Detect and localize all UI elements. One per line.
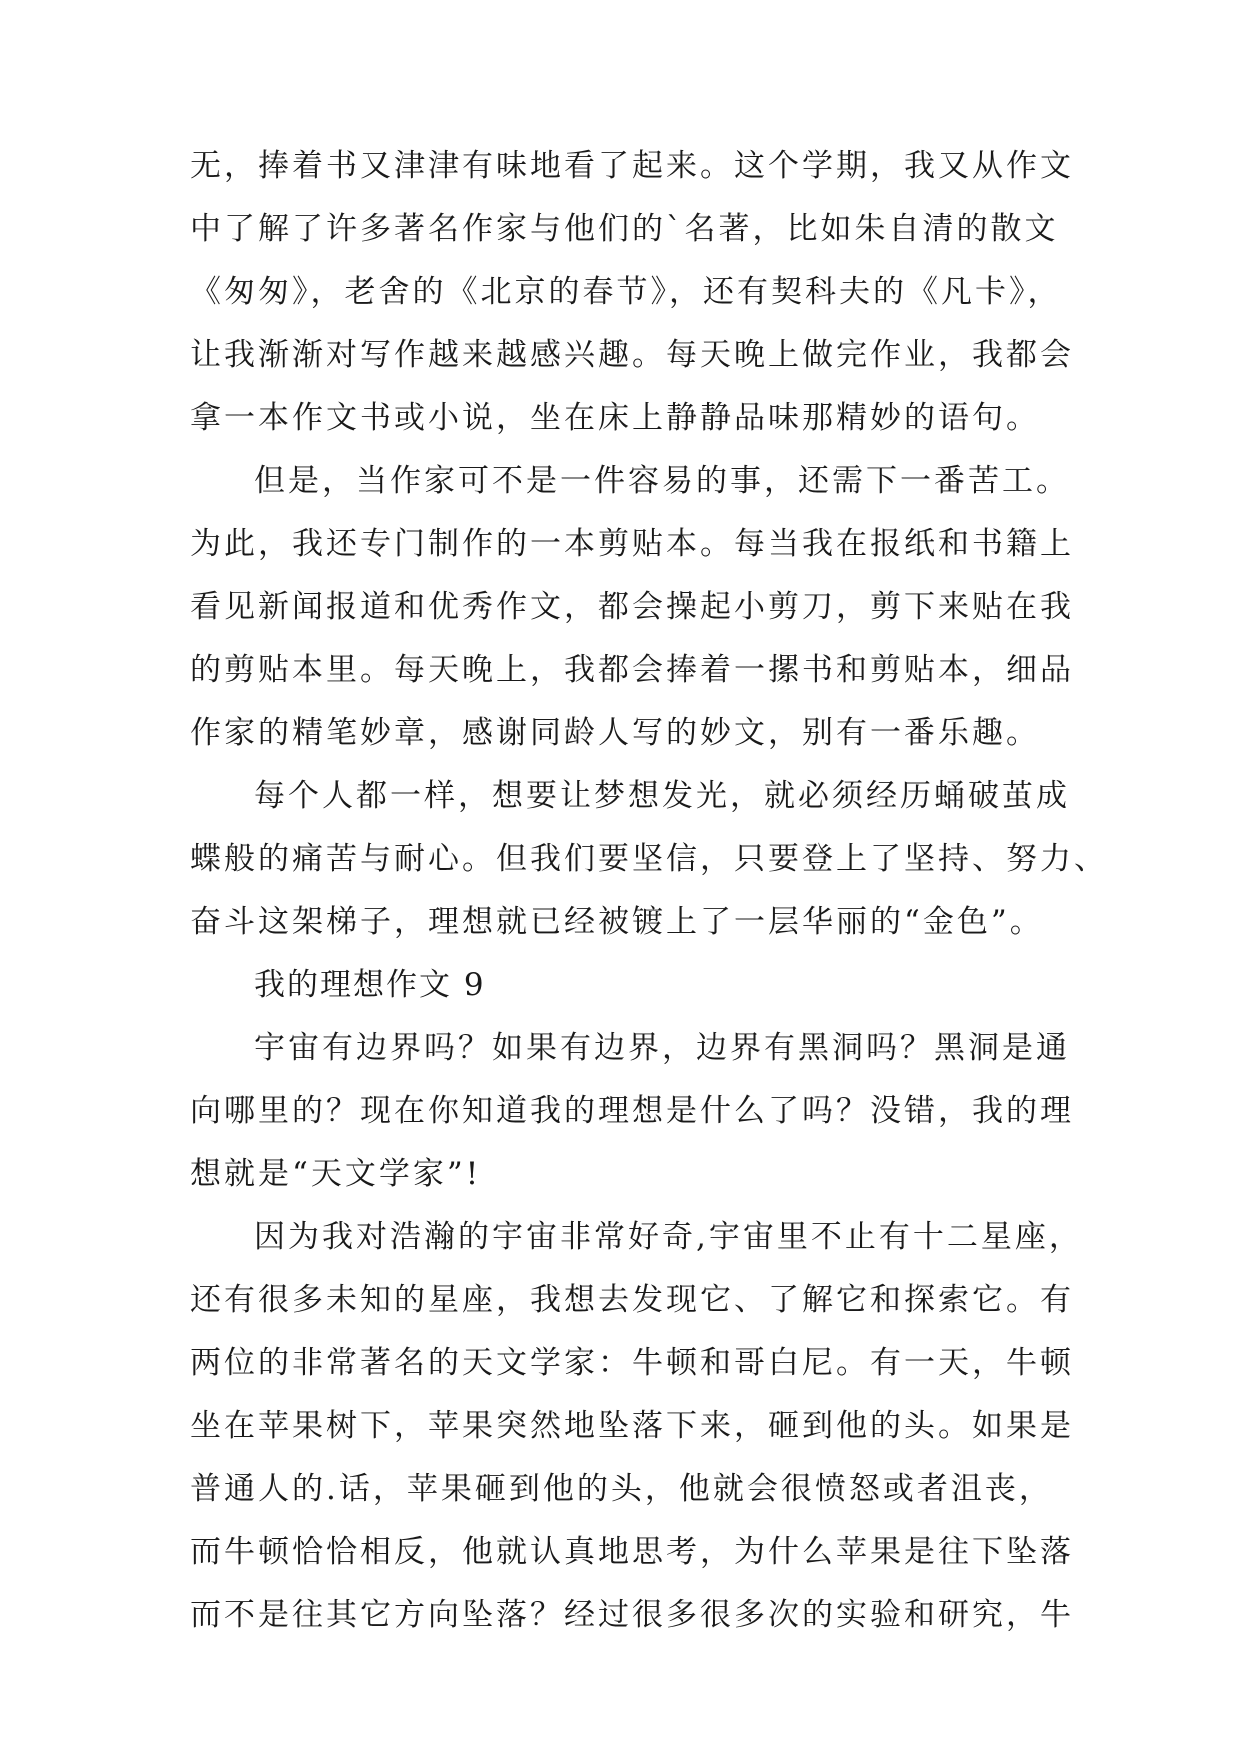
text-line-22: 普通人的.话，苹果砸到他的头，他就会很愤怒或者沮丧， xyxy=(190,1471,1053,1507)
text-line-7: 为此，我还专门制作的一本剪贴本。每当我在报纸和书籍上 xyxy=(190,526,1074,562)
text-line-19: 还有很多未知的星座，我想去发现它、了解它和探索它。有 xyxy=(190,1282,1074,1318)
text-line-1: 无，捧着书又津津有味地看了起来。这个学期，我又从作文 xyxy=(190,148,1074,184)
text-line-5: 拿一本作文书或小说，坐在床上静静品味那精妙的语句。 xyxy=(190,400,1040,436)
paragraph-start-line: 每个人都一样，想要让梦想发光，就必须经历蛹破茧成 xyxy=(254,778,1070,814)
text-line-2: 中了解了许多著名作家与他们的`名著，比如朱自清的散文 xyxy=(190,211,1059,247)
text-line-17: 想就是“天文学家”! xyxy=(190,1156,482,1192)
text-line-3: 《匆匆》，老舍的《北京的春节》，还有契科夫的《凡卡》， xyxy=(190,274,1062,310)
text-line-16: 向哪里的？现在你知道我的理想是什么了吗？没错，我的理 xyxy=(190,1093,1074,1129)
text-line-12: 蝶般的痛苦与耐心。但我们要坚信，只要登上了坚持、努力、 xyxy=(190,841,1108,877)
text-line-20: 两位的非常著名的天文学家：牛顿和哥白尼。有一天，牛顿 xyxy=(190,1345,1074,1381)
text-line-4: 让我渐渐对写作越来越感兴趣。每天晚上做完作业，我都会 xyxy=(190,337,1074,373)
paragraph-start-line: 因为我对浩瀚的宇宙非常好奇,宇宙里不止有十二星座， xyxy=(254,1219,1083,1255)
text-line-9: 的剪贴本里。每天晚上，我都会捧着一摞书和剪贴本，细品 xyxy=(190,652,1074,688)
paragraph-start-line: 但是，当作家可不是一件容易的事，还需下一番苦工。 xyxy=(254,463,1070,499)
text-line-23: 而牛顿恰恰相反，他就认真地思考，为什么苹果是往下坠落 xyxy=(190,1534,1074,1570)
section-heading: 我的理想作文 9 xyxy=(254,967,486,1003)
text-line-21: 坐在苹果树下，苹果突然地坠落下来，砸到他的头。如果是 xyxy=(190,1408,1074,1444)
text-line-13: 奋斗这架梯子，理想就已经被镀上了一层华丽的“金色”。 xyxy=(190,904,1044,940)
paragraph-start-line: 宇宙有边界吗？如果有边界，边界有黑洞吗？黑洞是通 xyxy=(254,1030,1070,1066)
text-line-8: 看见新闻报道和优秀作文，都会操起小剪刀，剪下来贴在我 xyxy=(190,589,1074,625)
text-line-10: 作家的精笔妙章，感谢同龄人写的妙文，别有一番乐趣。 xyxy=(190,715,1040,751)
text-line-24: 而不是往其它方向坠落？经过很多很多次的实验和研究，牛 xyxy=(190,1597,1074,1633)
